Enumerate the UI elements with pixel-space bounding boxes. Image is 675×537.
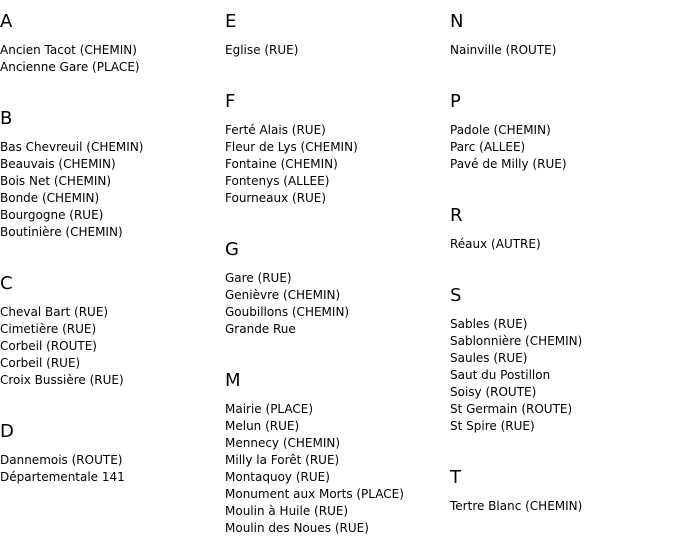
street-list-item: Ancienne Gare (PLACE) <box>0 60 140 74</box>
street-list-item: Saules (RUE) <box>450 351 528 365</box>
group-letter-heading: R <box>450 205 463 226</box>
street-list <box>225 122 445 207</box>
group-letter-heading: C <box>0 273 13 294</box>
group-spacer <box>450 253 670 274</box>
street-list <box>450 316 670 435</box>
street-list-item: Grande Rue <box>225 322 296 336</box>
street-list <box>450 42 670 59</box>
letter-group-s <box>450 286 670 456</box>
street-list-item: Croix Bussière (RUE) <box>0 373 124 387</box>
street-list-item: Bois Net (CHEMIN) <box>0 174 112 188</box>
street-list-item: Fontaine (CHEMIN) <box>225 157 338 171</box>
street-list-item: Sables (RUE) <box>450 317 528 331</box>
letter-group-t <box>450 468 670 515</box>
letter-group-d <box>0 422 220 486</box>
street-list-item: Cimetière (RUE) <box>0 322 97 336</box>
street-list-item: Cheval Bart (RUE) <box>0 305 109 319</box>
street-list-item: Genièvre (CHEMIN) <box>225 288 341 302</box>
street-list <box>0 139 220 241</box>
street-list-item: Monument aux Morts (PLACE) <box>225 487 404 501</box>
letter-group-b <box>0 109 220 262</box>
street-list-item: Eglise (RUE) <box>225 43 299 57</box>
street-list-item: Bas Chevreuil (CHEMIN) <box>0 140 144 154</box>
street-list-item: Gare (RUE) <box>225 271 292 285</box>
group-spacer <box>225 207 445 228</box>
group-spacer <box>225 338 445 359</box>
street-list-item: Melun (RUE) <box>225 419 300 433</box>
street-index-column <box>0 0 220 486</box>
street-list <box>450 498 670 515</box>
group-letter-heading: T <box>450 467 461 488</box>
group-letter-heading: D <box>0 421 14 442</box>
street-list <box>0 452 220 486</box>
street-list-item: St Spire (RUE) <box>450 419 535 433</box>
group-letter-heading: N <box>450 11 464 32</box>
street-list-item: Mairie (PLACE) <box>225 402 314 416</box>
street-list-item: Bourgogne (RUE) <box>0 208 104 222</box>
street-list-item: Saut du Postillon <box>450 368 551 382</box>
group-letter-heading: G <box>225 239 239 260</box>
street-list-item: Corbeil (ROUTE) <box>0 339 97 353</box>
letter-group-g <box>225 240 445 359</box>
street-list-item: Fleur de Lys (CHEMIN) <box>225 140 358 154</box>
letter-group-f <box>225 92 445 228</box>
street-list-item: Padole (CHEMIN) <box>450 123 551 137</box>
group-spacer <box>450 173 670 194</box>
group-spacer <box>225 59 445 80</box>
street-list-item: Ancien Tacot (CHEMIN) <box>0 43 137 57</box>
group-spacer <box>0 241 220 262</box>
street-index-column <box>450 0 670 515</box>
street-list <box>225 42 445 59</box>
group-spacer <box>0 389 220 410</box>
street-list-item: Tertre Blanc (CHEMIN) <box>450 499 583 513</box>
street-list-item: Nainville (ROUTE) <box>450 43 557 57</box>
street-list <box>450 122 670 173</box>
group-letter-heading: F <box>225 91 236 112</box>
street-list-item: Sablonnière (CHEMIN) <box>450 334 583 348</box>
street-list-item: Moulin des Noues (RUE) <box>225 521 369 535</box>
street-list-item: Corbeil (RUE) <box>0 356 81 370</box>
street-list-item: Montaquoy (RUE) <box>225 470 330 484</box>
group-letter-heading: M <box>225 370 241 391</box>
street-list-item: Fontenys (ALLEE) <box>225 174 330 188</box>
letter-group-c <box>0 274 220 410</box>
street-list <box>225 401 445 537</box>
letter-group-n <box>450 12 670 80</box>
letter-group-r <box>450 206 670 274</box>
street-list-item: Mennecy (CHEMIN) <box>225 436 341 450</box>
group-letter-heading: E <box>225 11 237 32</box>
group-letter-heading: S <box>450 285 462 306</box>
street-list-item: Parc (ALLEE) <box>450 140 526 154</box>
group-spacer <box>0 76 220 97</box>
group-spacer <box>450 435 670 456</box>
street-list-item: Moulin à Huile (RUE) <box>225 504 349 518</box>
street-list-item: Soisy (ROUTE) <box>450 385 537 399</box>
group-spacer <box>450 59 670 80</box>
street-list-item: Boutinière (CHEMIN) <box>0 225 123 239</box>
letter-group-m <box>225 371 445 537</box>
letter-group-p <box>450 92 670 194</box>
street-list-item: Fourneaux (RUE) <box>225 191 327 205</box>
street-list-item: Réaux (AUTRE) <box>450 237 541 251</box>
group-letter-heading: P <box>450 91 461 112</box>
street-list-item: Pavé de Milly (RUE) <box>450 157 567 171</box>
street-list <box>225 270 445 338</box>
group-letter-heading: B <box>0 108 13 129</box>
street-list-item: Dannemois (ROUTE) <box>0 453 123 467</box>
street-index-column <box>225 0 445 537</box>
street-list-item: Beauvais (CHEMIN) <box>0 157 116 171</box>
letter-group-a <box>0 12 220 97</box>
street-list-item: Ferté Alais (RUE) <box>225 123 326 137</box>
street-list-item: Départementale 141 <box>0 470 125 484</box>
street-list-item: St Germain (ROUTE) <box>450 402 573 416</box>
street-list <box>0 304 220 389</box>
street-list-item: Goubillons (CHEMIN) <box>225 305 350 319</box>
letter-group-e <box>225 12 445 80</box>
street-list <box>0 42 220 76</box>
street-list <box>450 236 670 253</box>
street-list-item: Bonde (CHEMIN) <box>0 191 100 205</box>
group-letter-heading: A <box>0 11 13 32</box>
street-list-item: Milly la Forêt (RUE) <box>225 453 340 467</box>
